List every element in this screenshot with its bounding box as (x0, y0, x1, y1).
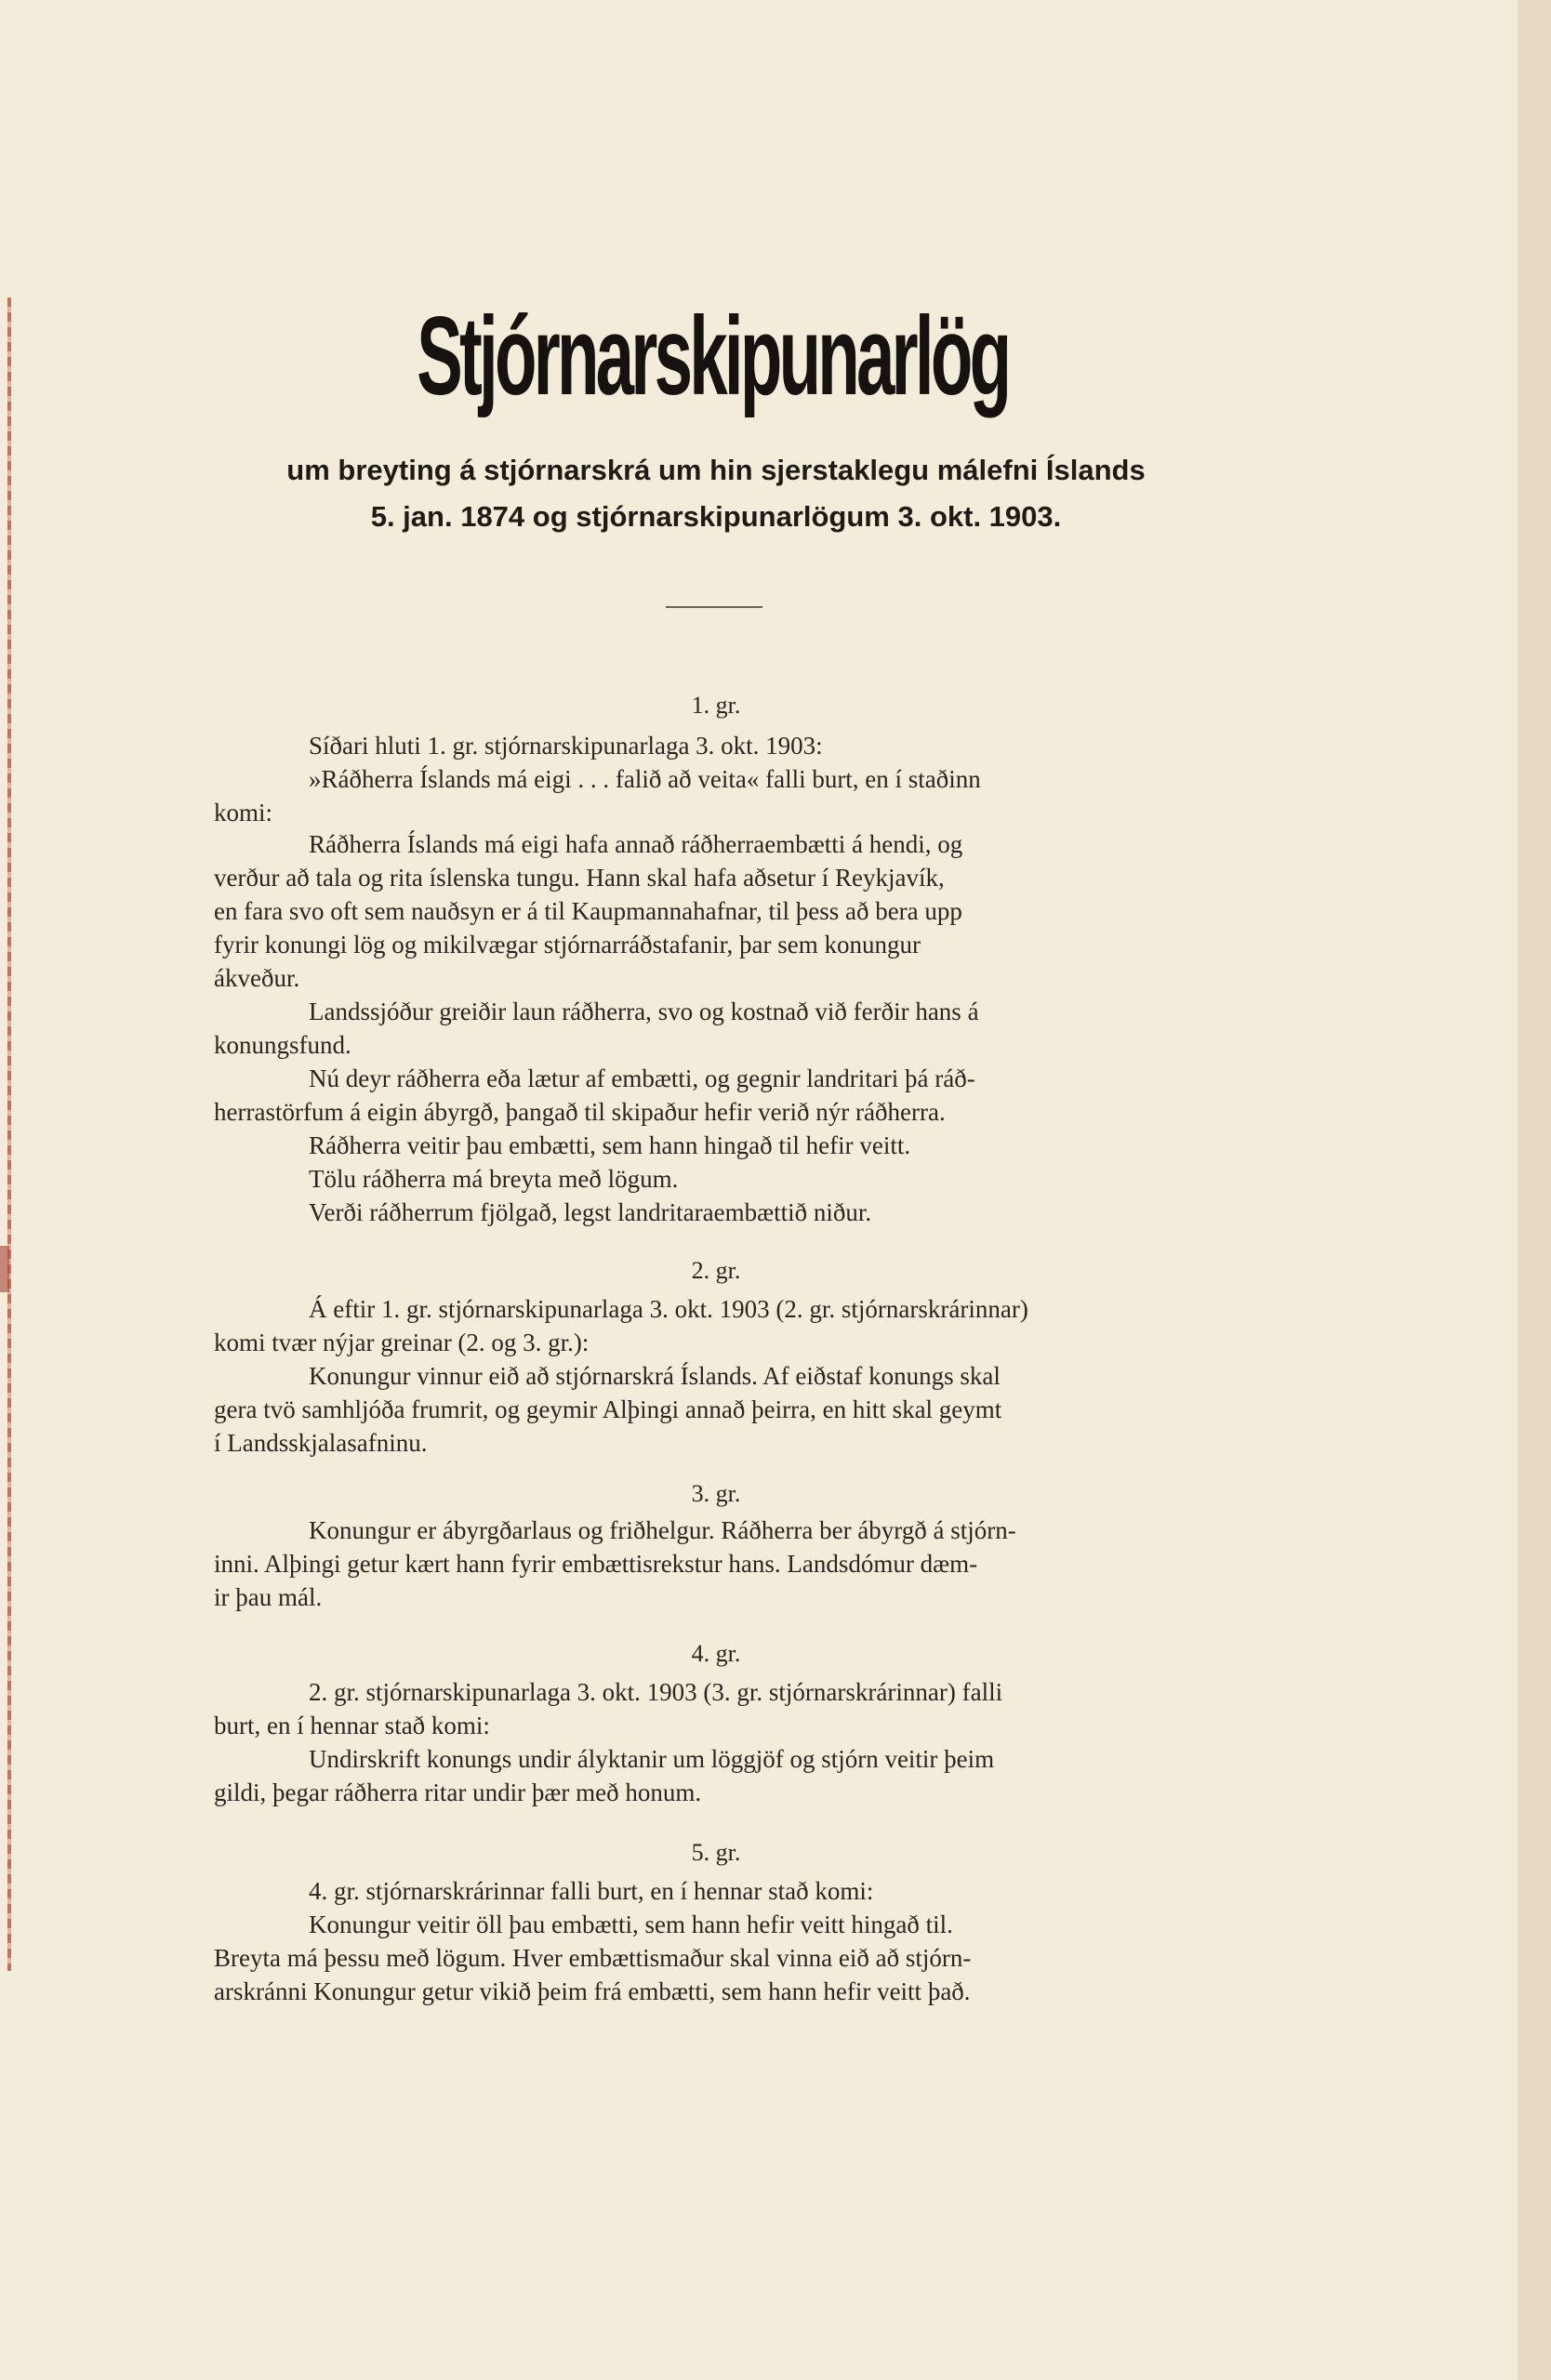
article-heading-1: 1. gr. (691, 692, 741, 719)
article-heading-3: 3. gr. (691, 1480, 741, 1507)
page-edge (1518, 0, 1551, 2380)
article-1-line: Verði ráðherrum fjölgað, legst landritaraembættið niður. (309, 1198, 872, 1226)
article-1-line: fyrir konungi lög og mikilvægar stjórnarráðstafanir, þar sem konungur (214, 931, 921, 959)
binding-thread (7, 298, 11, 1971)
article-1-line: Nú deyr ráðherra eða lætur af embætti, og gegnir landritari þá ráð- (309, 1064, 975, 1092)
document-title: Stjórnarskipunarlög (417, 294, 1009, 418)
article-5-line: Konungur veitir öll þau embætti, sem hann hefir veitt hingað til. (309, 1911, 953, 1938)
article-heading-5: 5. gr. (691, 1839, 741, 1866)
article-1-line: verður að tala og rita íslenska tungu. Hann skal hafa aðsetur í Reykjavík, (214, 864, 945, 892)
article-1-line: Síðari hluti 1. gr. stjórnarskipunarlaga 3. okt. 1903: (309, 732, 823, 760)
subtitle-line-2: 5. jan. 1874 og stjórnarskipunarlögum 3. okt. 1903. (370, 500, 1062, 533)
article-1-line: ákveður. (214, 964, 300, 992)
article-1-line: Tölu ráðherra má breyta með lögum. (309, 1165, 679, 1193)
article-2-line: Konungur vinnur eið að stjórnarskrá Íslands. Af eiðstaf konungs skal (309, 1362, 1001, 1390)
article-2-line: komi tvær nýjar greinar (2. og 3. gr.): (214, 1329, 590, 1356)
article-3-line: inni. Alþingi getur kært hann fyrir embættisrekstur hans. Landsdómur dæm- (214, 1550, 978, 1578)
article-5-line: Breyta má þessu með lögum. Hver embættismaður skal vinna eið að stjórn- (214, 1944, 972, 1972)
article-1-line: konungsfund. (214, 1031, 351, 1059)
article-1-line: »Ráðherra Íslands má eigi . . . falið að veita« falli burt, en í staðinn (309, 765, 981, 793)
article-1-line: komi: (214, 799, 273, 826)
divider-rule (666, 606, 762, 608)
subtitle-line-1: um breyting á stjórnarskrá um hin sjerstaklegu málefni Íslands (286, 454, 1146, 486)
article-2-line: Á eftir 1. gr. stjórnarskipunarlaga 3. okt. 1903 (2. gr. stjórnarskrárinnar) (309, 1295, 1028, 1323)
article-3-line: ir þau mál. (214, 1583, 323, 1611)
article-5-line: 4. gr. stjórnarskrárinnar falli burt, en í hennar stað komi: (309, 1877, 874, 1905)
article-4-line: burt, en í hennar stað komi: (214, 1712, 490, 1739)
binding-mark (0, 1246, 9, 1292)
article-4-line: Undirskrift konungs undir ályktanir um löggjöf og stjórn veitir þeim (309, 1745, 995, 1773)
article-4-line: 2. gr. stjórnarskipunarlaga 3. okt. 1903 (3. gr. stjórnarskrárinnar) falli (309, 1678, 1003, 1706)
article-heading-4: 4. gr. (691, 1640, 741, 1667)
article-5-line: arskránni Konungur getur vikið þeim frá embætti, sem hann hefir veitt það. (214, 1977, 971, 2005)
article-2-line: í Landsskjalasafninu. (214, 1429, 428, 1457)
article-3-line: Konungur er ábyrgðarlaus og friðhelgur. Ráðherra ber ábyrgð á stjórn- (309, 1516, 1016, 1544)
article-1-line: Landssjóður greiðir laun ráðherra, svo og kostnað við ferðir hans á (309, 998, 979, 1025)
article-4-line: gildi, þegar ráðherra ritar undir þær með honum. (214, 1778, 702, 1806)
article-heading-2: 2. gr. (691, 1257, 741, 1284)
article-1-line: en fara svo oft sem nauðsyn er á til Kaupmannahafnar, til þess að bera upp (214, 897, 962, 925)
article-1-line: Ráðherra Íslands má eigi hafa annað ráðherraembætti á hendi, og (309, 830, 963, 858)
article-2-line: gera tvö samhljóða frumrit, og geymir Alþingi annað þeirra, en hitt skal geymt (214, 1395, 1002, 1423)
article-1-line: Ráðherra veitir þau embætti, sem hann hingað til hefir veitt. (309, 1131, 911, 1159)
article-1-line: herrastörfum á eigin ábyrgð, þangað til skipaður hefir verið nýr ráðherra. (214, 1098, 946, 1126)
